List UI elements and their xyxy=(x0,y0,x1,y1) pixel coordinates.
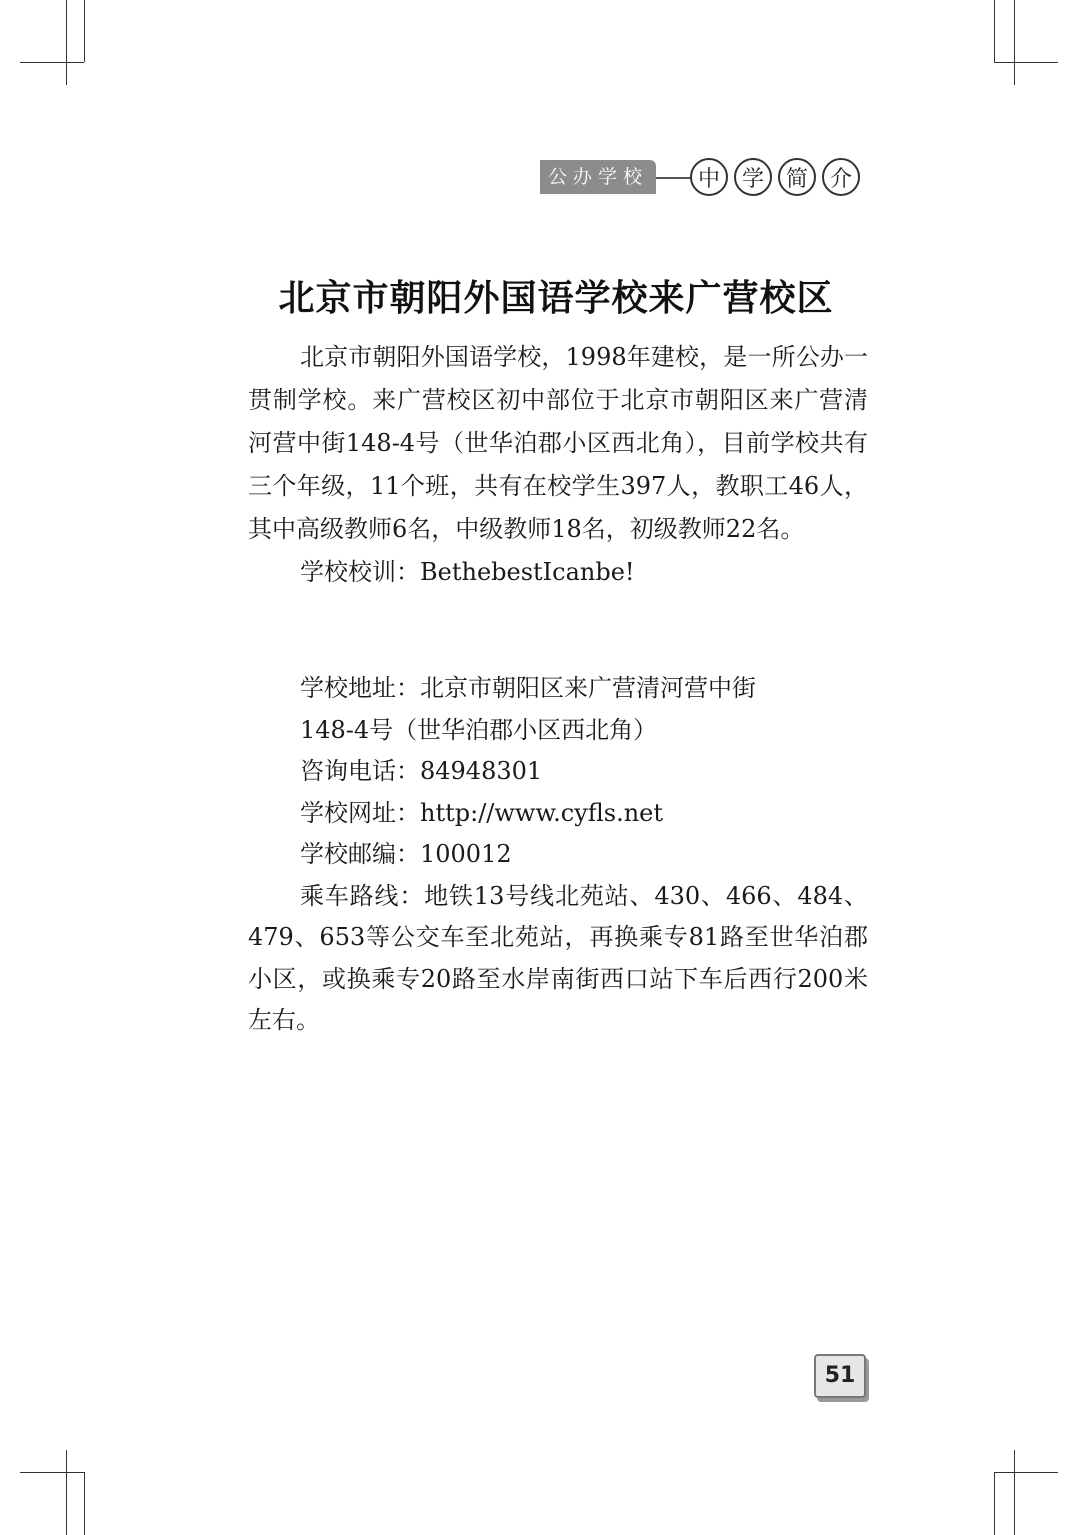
address-line-2: 148-4号（世华泊郡小区西北角） xyxy=(300,715,658,744)
section-char: 简 xyxy=(778,158,816,196)
section-char: 中 xyxy=(690,158,728,196)
page-title: 北京市朝阳外国语学校来广营校区 xyxy=(278,278,834,319)
crop-mark xyxy=(994,0,995,62)
intro-paragraph: 北京市朝阳外国语学校，1998年建校，是一所公办一贯制学校。来广营校区初中部位于北京市朝阳区来广营清河营中街148-4号（世华泊郡小区西北角），目前学校共有三个年级，11个班，共有在校学生397人，教职工46人，其中高级教师6名，中级教师18名，初级教师22名。 xyxy=(248,343,868,543)
school-motto: 学校校训：BethebestIcanbe! xyxy=(300,558,635,586)
crop-mark xyxy=(994,1472,995,1535)
contact-info xyxy=(248,668,868,1042)
crop-mark xyxy=(66,0,67,85)
section-char: 介 xyxy=(822,158,860,196)
crop-mark xyxy=(66,1450,67,1535)
website-line: 学校网址：http://www.cyfls.net xyxy=(300,798,664,827)
crop-mark xyxy=(84,0,85,62)
section-title xyxy=(690,158,860,196)
crop-mark xyxy=(20,62,84,63)
intro-section xyxy=(248,336,868,594)
category-tag: 公办学校 xyxy=(540,160,656,194)
phone-line: 咨询电话：84948301 xyxy=(300,757,543,785)
crop-mark xyxy=(994,1472,1058,1473)
page-number: 51 xyxy=(814,1354,866,1398)
postcode-line: 学校邮编：100012 xyxy=(300,840,512,868)
header-connector xyxy=(656,177,692,179)
route-paragraph: 乘车路线：地铁13号线北苑站、430、466、484、479、653等公交车至北苑站，再换乘专81路至世华泊郡小区，或换乘专20路至水岸南街西口站下车后西行200米左右。 xyxy=(248,881,868,1034)
section-char: 学 xyxy=(734,158,772,196)
crop-mark xyxy=(20,1472,84,1473)
address-line: 学校地址：北京市朝阳区来广营清河营中街 xyxy=(300,674,756,702)
crop-mark xyxy=(1014,1450,1015,1535)
crop-mark xyxy=(1014,0,1015,85)
crop-mark xyxy=(994,62,1058,63)
crop-mark xyxy=(84,1472,85,1535)
